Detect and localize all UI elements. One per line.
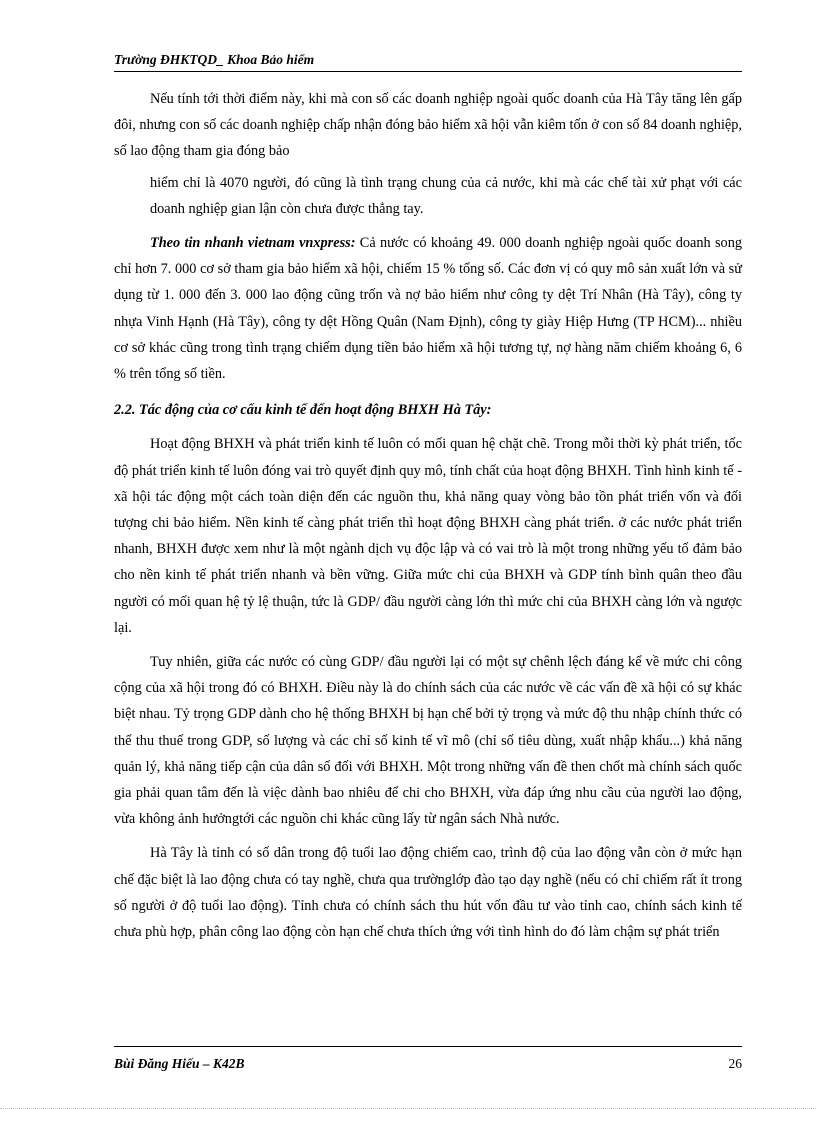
document-body xyxy=(114,86,742,953)
paragraph: Tuy nhiên, giữa các nước có cùng GDP/ đầu người lại có một sự chênh lệch đáng kể về mức chi công cộng của xã hội trong đó có BHXH. Điều này là do chính sách của các nước về các vấn đề xã hội có sự khác biệt nhau. Tỷ trọng GDP dành cho hệ thống BHXH bị hạn chế bởi tỷ trọng và mức độ thu nhập chính thức có thể thu thuế trong GDP, số lượng và các chỉ số kinh tế vĩ mô (chỉ số tiêu dùng, xuất nhập khẩu...) khả năng quản lý, khả năng tiếp cận của dân số đối với BHXH. Một trong những vấn đề then chốt mà chính sách quốc gia phải quan tâm đến là việc dành bao nhiêu để chi cho BHXH, vừa đáp ứng nhu cầu của người lao động, vừa không ảnh hưởngtới các nguồn chi khác cũng lấy từ ngân sách Nhà nước. xyxy=(114,654,742,828)
paragraph xyxy=(114,230,742,387)
paragraph: Nếu tính tới thời điểm này, khi mà con số các doanh nghiệp ngoài quốc doanh của Hà Tây tăng lên gấp đôi, nhưng con số các doanh nghiệp chấp nhận đóng bảo hiểm xã hội vẫn kiêm tốn ở con số 84 doanh nghiệp, số lao động tham gia đóng bảo xyxy=(114,91,742,160)
paragraph: Hoạt động BHXH và phát triển kinh tế luôn có mối quan hệ chặt chẽ. Trong mỗi thời kỳ phát triển, tốc độ phát triển kinh tế luôn đóng vai trò quyết định quy mô, tính chất của hoạt động BHXH. Tình hình kinh tế - xã hội tác động một cách toàn diện đến các nguồn thu, khả năng quay vòng bảo tồn phát triển vốn và đối tượng chi bảo hiểm. Nền kinh tế càng phát triển thì hoạt động BHXH càng phát triển. ở các nước phát triển nhanh, BHXH được xem như là một ngành dịch vụ độc lập và có vai trò là một trong những yếu tố đảm bảo cho nền kinh tế phát triển nhanh và bền vững. Giữa mức chi của BHXH và GDP tính bình quân theo đầu người có mối quan hệ tỷ lệ thuận, tức là GDP/ đầu người càng lớn thì mức chi của BHXH càng lớn và ngược lại. xyxy=(114,436,742,636)
paragraph: Hà Tây là tỉnh có số dân trong độ tuổi lao động chiếm cao, trình độ của lao động vẫn còn ở mức hạn chế đặc biệt là lao động chưa có tay nghề, chưa qua trườnglớp đào tạo dạy nghề (nếu có chỉ chiếm rất ít trong số người ở độ tuổi lao động). Tỉnh chưa có chính sách thu hút vốn đầu tư vào tỉnh cao, chính sách kinh tế chưa phù hợp, phân công lao động còn hạn chế chưa thích ứng với tình hình do đó làm chậm sự phát triển xyxy=(114,845,742,941)
source-lead: Theo tin nhanh vietnam vnxpress: xyxy=(150,235,356,252)
footer-rule xyxy=(114,1046,742,1047)
paragraph-continuation: hiểm chỉ là 4070 người, đó cũng là tình trạng chung của cả nước, khi mà các chế tài xử phạt với các doanh nghiệp gian lận còn chưa được thẳng tay. xyxy=(150,174,742,217)
header-rule xyxy=(114,71,742,72)
page-number: 26 xyxy=(728,1056,742,1071)
footer-author: Bùi Đăng Hiếu – K42B xyxy=(114,1056,245,1071)
source-text: Cả nước có khoảng 49. 000 doanh nghiệp ngoài quốc doanh song chỉ hơn 7. 000 cơ sở tham gia bảo hiểm xã hội, chiếm 15 % tổng số. Các đơn vị có quy mô sản xuất lớn và sử dụng từ 1. 000 đến 3. 000 lao động cũng trốn và nợ bảo hiểm như công ty dệt Trí Nhân (Hà Tây), công ty nhựa Vinh Hạnh (Hà Tây), công ty dệt Hồng Quân (Nam Định), công ty giày Hiệp Hưng (TP HCM)... nhiều cơ sở khác cũng trong tình trạng chiếm dụng tiền bảo hiểm xã hội tương tự, nợ hàng năm chiếm khoảng 6, 6 % trên tổng số tiền. xyxy=(114,235,743,383)
page-header: Trường ĐHKTQD_ Khoa Bảo hiểm xyxy=(114,52,315,67)
section-heading: 2.2. Tác động của cơ cấu kinh tế đến hoạt động BHXH Hà Tây: xyxy=(114,402,492,419)
page-edge-dotted-line xyxy=(0,1108,816,1109)
